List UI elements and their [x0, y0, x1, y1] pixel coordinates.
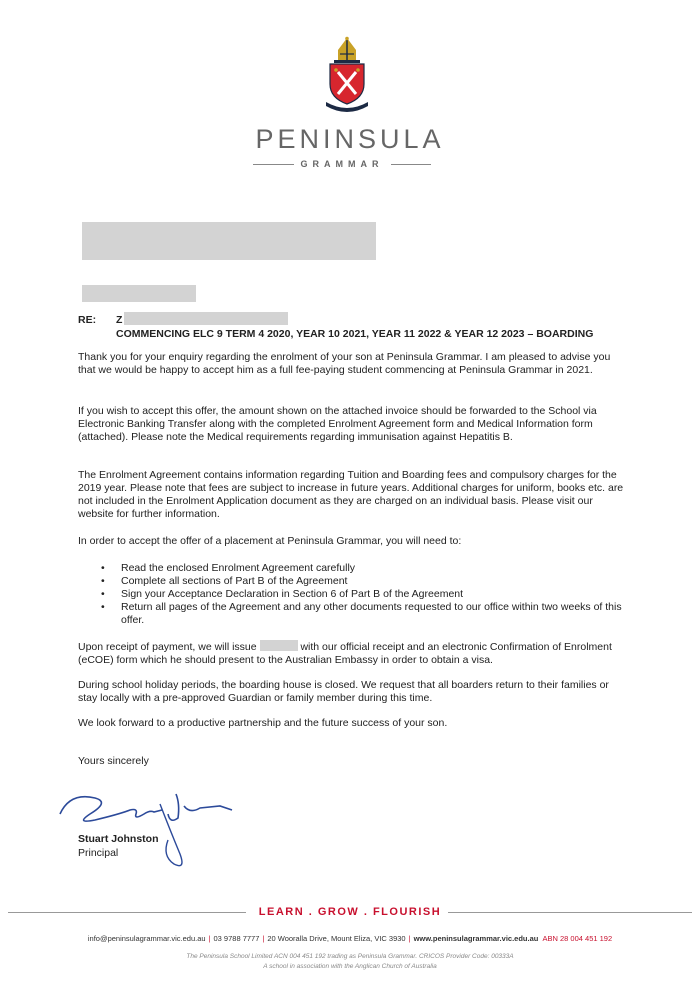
- school-crest-logo: [314, 36, 380, 116]
- redacted-student-name: [124, 312, 288, 325]
- paragraph-visa-documents: [78, 640, 626, 667]
- footer-association-line: A school in association with the Anglican Church of Australia: [263, 963, 437, 970]
- list-item: [78, 575, 626, 588]
- school-subtitle: [253, 157, 431, 171]
- list-item: [78, 562, 626, 575]
- list-item-text: Sign your Acceptance Declaration in Section 6 of Part B of the Agreement: [121, 588, 464, 600]
- redacted-date: [82, 285, 196, 302]
- signer-name: Stuart Johnston: [78, 833, 159, 845]
- subtitle-rule-left: [253, 164, 294, 165]
- footer-legal-line: The Peninsula School Limited ACN 004 451 192 trading as Peninsula Grammar. CRICOS Provider Code: 00333A: [186, 953, 514, 960]
- bullet: •: [101, 562, 105, 574]
- list-item: [78, 601, 626, 627]
- list-item: [78, 588, 626, 601]
- paragraph-enrolment-acceptance: Thank you for your enquiry regarding the enrolment of your son at Peninsula Grammar. I am pleased to advise you that we would be happy to accept him as a full fee-paying student commencing at Peninsula Grammar in 2021.: [78, 351, 611, 376]
- school-subtitle-text: GRAMMAR: [300, 159, 384, 169]
- paragraph-requirements-intro: In order to accept the offer of a placement at Peninsula Grammar, you will need to:: [78, 535, 462, 547]
- paragraph-visa-text-start: Upon receipt of payment, we will issue: [78, 641, 257, 653]
- bullet: •: [101, 601, 105, 613]
- paragraph-holiday-boarding: During school holiday periods, the boarding house is closed. We request that all boarders return to their families or stay locally with a pre-approved Guardian or family member during this time.: [78, 679, 609, 704]
- re-label: RE:: [78, 314, 97, 326]
- paragraph-payment-instructions: If you wish to accept this offer, the amount shown on the attached invoice should be forwarded to the School via Electronic Banking Transfer along with the completed Enrolment Agreement form and Medical Information form (attached). Please note the Medical requirements regarding immunisation against Hepatitis B.: [78, 405, 597, 443]
- redacted-inline-name: [260, 640, 298, 651]
- paragraph-visa-text-end: with our official receipt and an electronic Confirmation of Enrolment (eCOE) form which he should present to the Australian Embassy in order to obtain a visa.: [78, 641, 612, 666]
- handwritten-signature: [50, 784, 250, 874]
- footer-phone: 03 9788 7777: [213, 934, 260, 943]
- list-item-text: Complete all sections of Part B of the Agreement: [121, 575, 348, 587]
- footer-abn: ABN 28 004 451 192: [542, 934, 613, 943]
- list-item-text: Return all pages of the Agreement and any other documents requested to our office within two weeks of this offer.: [121, 601, 622, 626]
- letter-subject: COMMENCING ELC 9 TERM 4 2020, YEAR 10 2021, YEAR 11 2022 & YEAR 12 2023 – BOARDING: [116, 328, 594, 340]
- footer-address: 20 Wooralla Drive, Mount Eliza, VIC 3930: [267, 934, 406, 943]
- bullet: •: [101, 575, 105, 587]
- paragraph-closing-wish: We look forward to a productive partnership and the future success of your son.: [78, 717, 448, 729]
- subtitle-rule-right: [391, 164, 432, 165]
- footer-tagline: LEARN . GROW . FLOURISH: [258, 906, 442, 918]
- redacted-address-block: [82, 222, 376, 260]
- footer-email: info@peninsulagrammar.vic.edu.au: [87, 934, 206, 943]
- re-initial: Z: [116, 314, 123, 326]
- requirements-list: [78, 562, 626, 627]
- closing-salutation: Yours sincerely: [78, 755, 149, 767]
- school-name: PENINSULA: [255, 124, 445, 154]
- paragraph-fees-info: The Enrolment Agreement contains information regarding Tuition and Boarding fees and compulsory charges for the 2019 year. Please note that fees are subject to increase in future years. Additional charges for uniform, books etc. are not included in the Enrolment Application document as they are charged on an individual basis. Please visit our website for further information.: [78, 469, 624, 520]
- footer-contact-line: info@peninsulagrammar.vic.edu.au | 03 9788 7777 | 20 Wooralla Drive, Mount Eliza, VIC 3930 | www.peninsulagrammar.vic.edu.au ABN 28 004 451 192: [87, 934, 613, 943]
- signer-title: Principal: [78, 847, 119, 859]
- bullet: •: [101, 588, 105, 600]
- list-item-text: Read the enclosed Enrolment Agreement carefully: [121, 562, 356, 574]
- footer-website: www.peninsulagrammar.vic.edu.au: [413, 934, 539, 943]
